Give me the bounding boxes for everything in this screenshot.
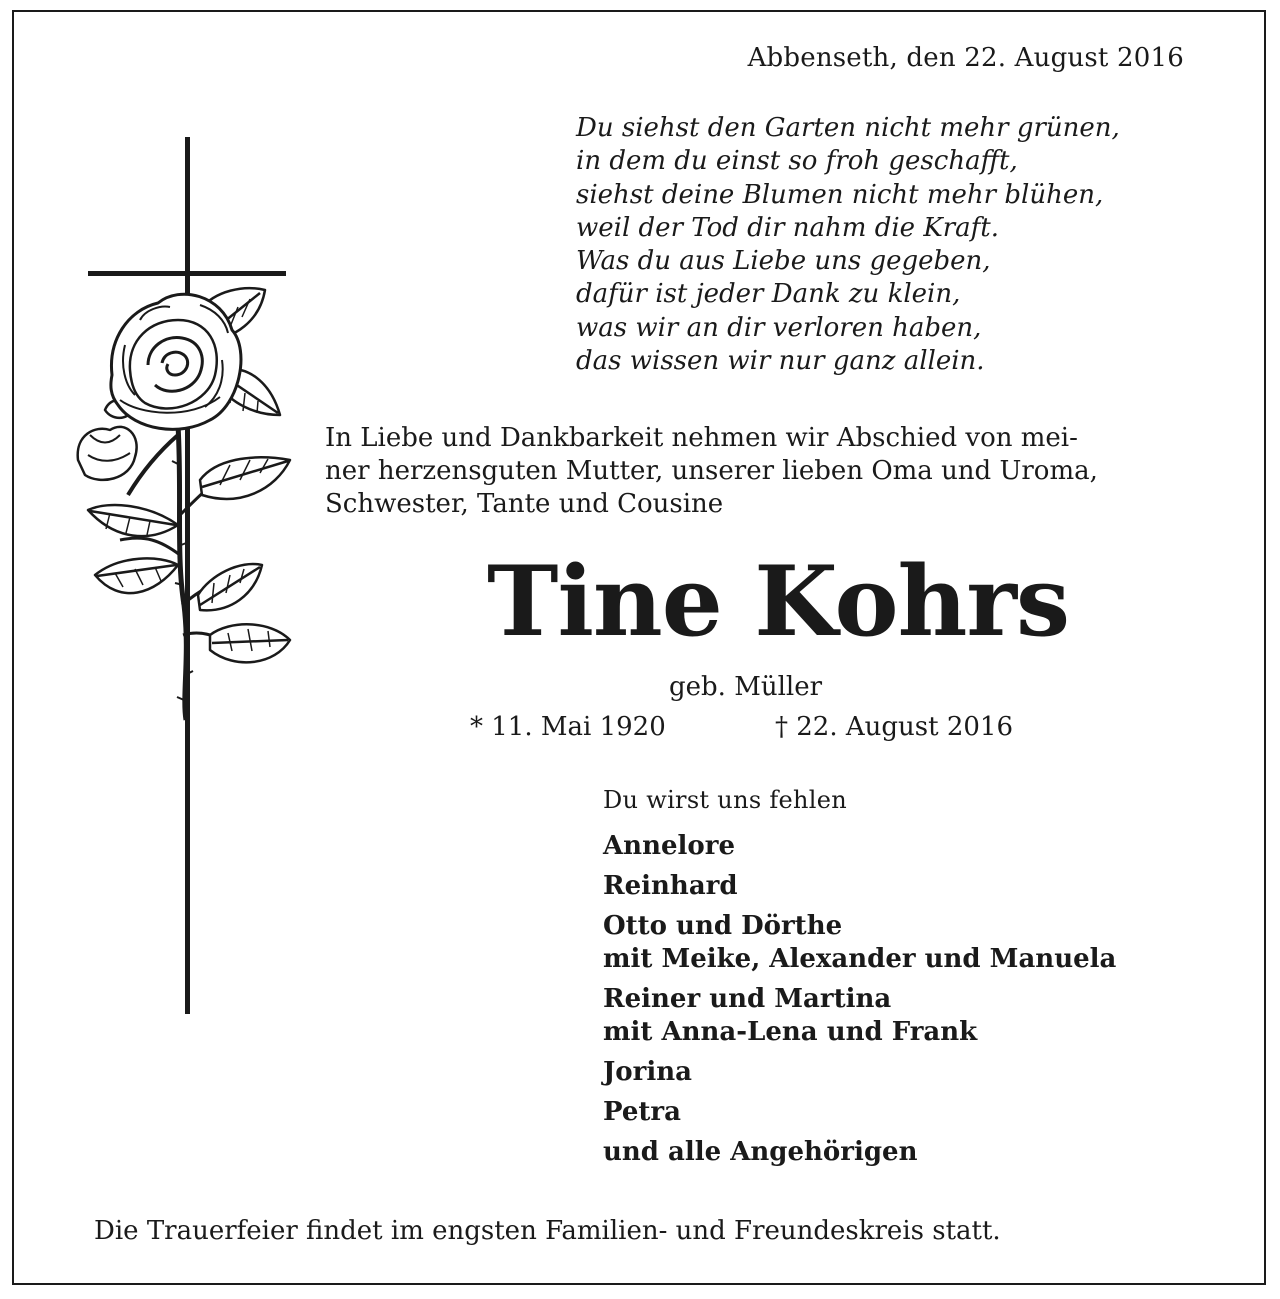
mourner-line: Annelore — [603, 831, 735, 861]
mourners-list — [603, 830, 1116, 1176]
mourner-entry — [603, 910, 1116, 976]
mourner-entry — [603, 1096, 1116, 1129]
mourner-line: Reiner und Martina — [603, 984, 892, 1014]
poem — [576, 112, 1120, 378]
mourner-entry — [603, 1056, 1116, 1089]
poem-line: siehst deine Blumen nicht mehr blühen, — [576, 179, 1104, 210]
mourner-entry — [603, 870, 1116, 903]
intro-line: Schwester, Tante und Cousine — [325, 489, 724, 519]
mourner-line: Petra — [603, 1097, 681, 1127]
birth-date: * 11. Mai 1920 — [470, 712, 666, 742]
deceased-name: Tine Kohrs — [487, 545, 1069, 658]
poem-line: was wir an dir verloren haben, — [576, 312, 982, 343]
mourner-line: Jorina — [603, 1057, 692, 1087]
poem-line: dafür ist jeder Dank zu klein, — [576, 279, 961, 310]
death-date: † 22. August 2016 — [775, 712, 1014, 742]
mourner-entry — [603, 830, 1116, 863]
poem-line: Was du aus Liebe uns gegeben, — [576, 246, 991, 277]
mourner-entry — [603, 1136, 1116, 1169]
rose-icon — [78, 288, 290, 720]
mourner-entry — [603, 983, 1116, 1049]
poem-line: in dem du einst so froh geschafft, — [576, 146, 1018, 177]
maiden-name: geb. Müller — [669, 672, 823, 702]
miss-line: Du wirst uns fehlen — [603, 786, 848, 814]
poem-line: das wissen wir nur ganz allein. — [576, 346, 985, 377]
poem-line: Du siehst den Garten nicht mehr grünen, — [576, 113, 1120, 143]
mourner-line: mit Meike, Alexander und Manuela — [603, 944, 1117, 974]
closing-note: Die Trauerfeier findet im engsten Familien- und Freundeskreis statt. — [94, 1216, 1001, 1246]
intro-text — [325, 422, 1098, 521]
intro-line: In Liebe und Dankbarkeit nehmen wir Abschied von mei- — [325, 423, 1078, 453]
mourner-line: und alle Angehörigen — [603, 1137, 918, 1167]
intro-line: ner herzensguten Mutter, unserer lieben Oma und Uroma, — [325, 456, 1098, 486]
place-date: Abbenseth, den 22. August 2016 — [747, 43, 1184, 73]
mourner-line: Reinhard — [603, 871, 738, 901]
mourner-line: Otto und Dörthe — [603, 911, 843, 941]
poem-line: weil der Tod dir nahm die Kraft. — [576, 212, 1000, 243]
mourner-line: mit Anna-Lena und Frank — [603, 1017, 978, 1047]
